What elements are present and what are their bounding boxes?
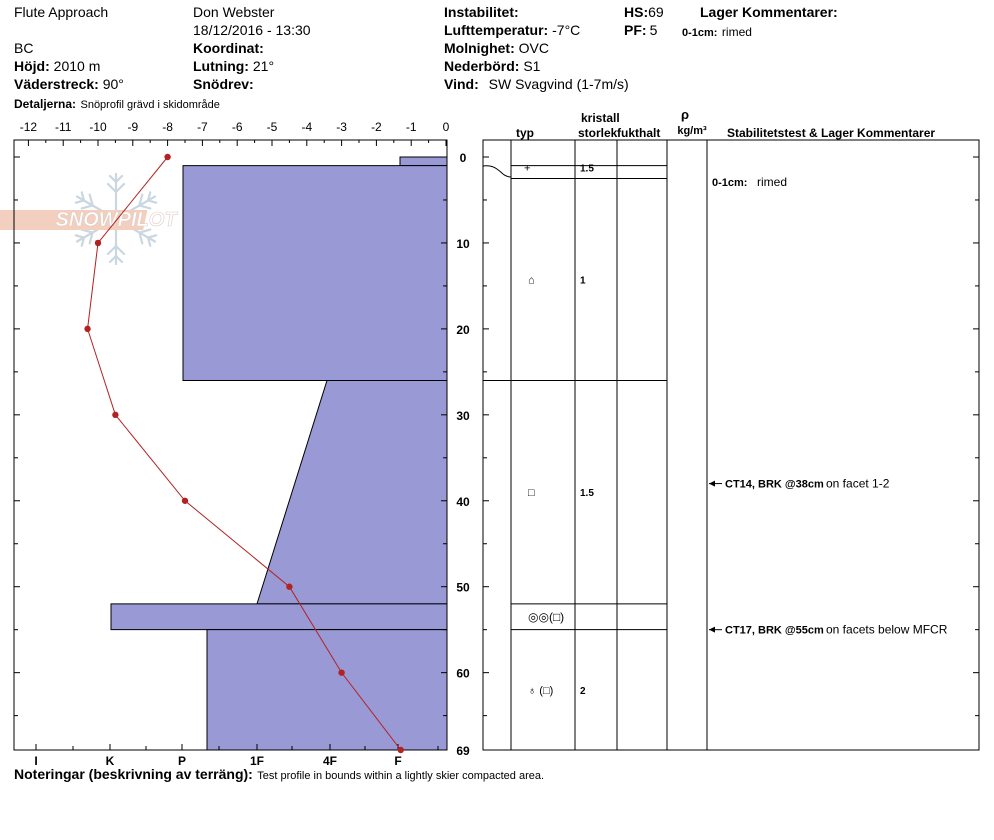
hdr-rho: ρ [680, 107, 690, 122]
layer-link-curve [483, 166, 511, 177]
crystal-size-0: 1.5 [580, 163, 594, 175]
temp-tick-label: -4 [301, 120, 313, 134]
temperature-point-1 [95, 240, 101, 246]
header-layer-comment-text: rimed [721, 25, 752, 39]
comment-text-1: on facet 1-2 [826, 476, 890, 491]
depth-tick-label: 50 [456, 580, 470, 595]
hdr-fukthalt: fukthalt [617, 126, 661, 140]
temp-tick-label: -7 [197, 120, 208, 134]
temperature-point-2 [84, 326, 90, 332]
crystal-type-1: ⌂ [528, 274, 535, 287]
hardness-tick-label: F [394, 754, 402, 768]
hs-value: 69 [648, 4, 664, 20]
hardness-tick-label: K [105, 754, 115, 768]
observer-name: Don Webster [193, 4, 275, 20]
temp-tick-label: -1 [405, 120, 417, 134]
temperature-point-5 [286, 584, 292, 590]
logo-text: SNOWPILOT [55, 209, 177, 231]
crystal-size-2: 1.5 [580, 488, 594, 500]
comment-label-0: 0-1cm: [712, 176, 748, 189]
air-temp-label: Lufttemperatur: [444, 22, 549, 38]
hdr-storlek: storlek [578, 126, 618, 140]
depth-tick-label: 60 [456, 666, 470, 681]
air-temp-value: -7°C [552, 22, 581, 38]
crystal-size-1: 1 [580, 275, 586, 287]
hardness-layer-3 [111, 604, 447, 630]
hdr-kristall: kristall [581, 111, 620, 125]
area-code: BC [14, 40, 34, 56]
temp-tick-label: 0 [442, 120, 450, 134]
comment-arrowhead-2 [709, 627, 715, 633]
layer-comments-title: Lager Kommentarer: [700, 4, 838, 20]
depth-tick-label: 30 [456, 408, 470, 423]
temp-tick-label: -10 [89, 120, 107, 134]
precip-value: S1 [523, 58, 541, 74]
temp-tick-label: -3 [336, 120, 347, 134]
hardness-profile [111, 157, 447, 750]
hardness-layer-0 [400, 157, 447, 166]
notes-row [14, 767, 544, 783]
depth-tick-label: 20 [456, 322, 470, 337]
elevation-label: Höjd: [14, 58, 50, 74]
temp-tick-label: -9 [127, 120, 139, 134]
hdr-density-unit: kg/m³ [677, 125, 707, 137]
layer-table-frame [483, 140, 979, 750]
temp-tick-label: -5 [266, 120, 278, 134]
comment-arrowhead-1 [709, 481, 715, 487]
temperature-point-7 [398, 747, 404, 753]
crystal-type-2: □ [528, 487, 535, 500]
coordinate-label: Koordinat: [193, 40, 264, 56]
temp-tick-label: -11 [54, 120, 72, 134]
precip-label: Nederbörd: [444, 58, 520, 74]
crystal-type-4: ♁ (□) [528, 684, 554, 697]
details-label: Detaljerna: [14, 97, 77, 111]
wind-value: SW Svagvind (1-7m/s) [488, 76, 629, 92]
pf-label: PF: [624, 22, 647, 38]
temperature-point-0 [164, 154, 170, 160]
depth-tick-label: 0 [459, 151, 467, 165]
depth-tick-label: 40 [456, 494, 470, 509]
hardness-tick-label: P [177, 754, 187, 768]
crystal-type-0: + [524, 162, 531, 175]
aspect-label: Väderstreck: [14, 76, 99, 92]
hardness-tick-label: 4F [322, 754, 338, 768]
obs-datetime: 18/12/2016 - 13:30 [193, 22, 311, 38]
temp-tick-label: -2 [371, 120, 382, 134]
comment-label-1: CT14, BRK @38cm [725, 478, 824, 491]
pf-value: 5 [649, 22, 658, 38]
depth-tick-label: 69 [456, 744, 470, 758]
slope-label: Lutning: [193, 58, 249, 74]
temperature-point-4 [182, 498, 188, 504]
hdr-typ: typ [516, 126, 534, 140]
header-layer-comment-depth: 0-1cm: [682, 27, 718, 39]
wind-label: Vind: [444, 76, 479, 92]
temperature-point-6 [338, 669, 344, 675]
temp-tick-label: -8 [162, 120, 173, 134]
temperature-point-3 [112, 412, 118, 418]
crystal-size-4: 2 [580, 685, 586, 697]
aspect-value: 90° [102, 76, 124, 92]
crystal-type-3: ◎◎(□) [528, 609, 565, 624]
notes-label: Noteringar (beskrivning av terräng): [14, 766, 253, 782]
snowpilot-logo [0, 174, 178, 264]
depth-tick-label: 10 [456, 236, 470, 251]
location-name: Flute Approach [14, 4, 109, 20]
hdr-stability: Stabilitetstest & Lager Kommentarer [727, 126, 936, 140]
sky-value: OVC [518, 40, 549, 56]
comment-text-2: on facets below MFCR [826, 622, 948, 637]
instability-label: Instabilitet: [444, 4, 519, 20]
notes-text: Test profile in bounds within a lightly skier compacted area. [257, 770, 545, 782]
comment-label-2: CT17, BRK @55cm [725, 624, 824, 637]
hardness-layer-2 [257, 380, 447, 603]
details-value: Snöprofil grävd i skidområde [80, 99, 220, 111]
hardness-tick-label: I [34, 754, 38, 768]
snowdrift-label: Snödrev: [193, 76, 254, 92]
slope-value: 21° [252, 58, 275, 74]
temp-tick-label: -12 [19, 120, 38, 134]
elevation-value: 2010 m [53, 58, 101, 74]
layer-table-rows [483, 163, 948, 697]
hardness-layer-1 [183, 166, 447, 381]
hs-label: HS: [624, 4, 649, 20]
temp-tick-label: -6 [231, 120, 243, 134]
sky-label: Molnighet: [444, 40, 515, 56]
comment-text-0: rimed [757, 174, 788, 189]
hardness-tick-label: 1F [249, 754, 265, 768]
